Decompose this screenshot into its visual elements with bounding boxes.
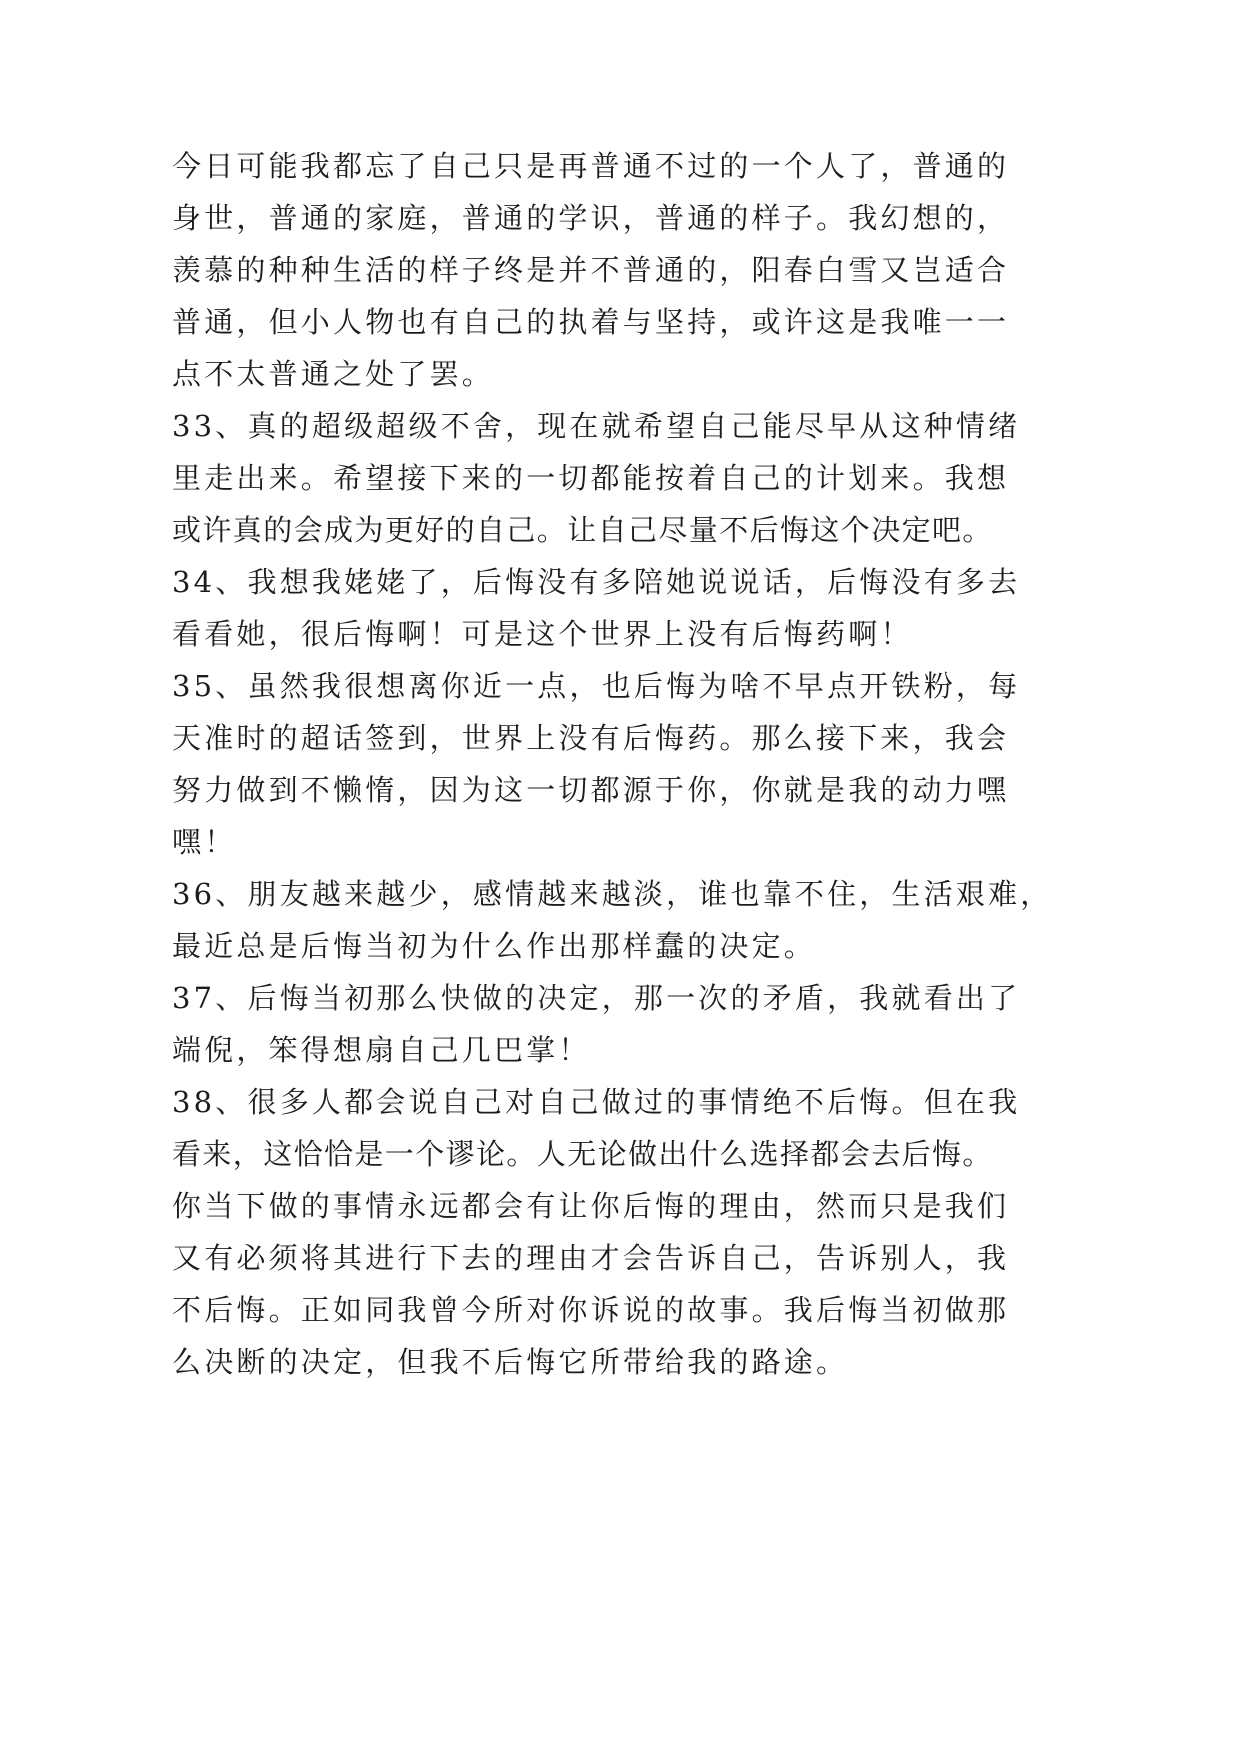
text-line: 或许真的会成为更好的自己。让自己尽量不后悔这个决定吧。 [172, 513, 993, 547]
text-line: 看来，这恰恰是一个谬论。人无论做出什么选择都会去后悔。 [172, 1137, 993, 1171]
text-line: 今日可能我都忘了自己只是再普通不过的一个人了，普通的 [172, 149, 1010, 183]
text-line: 36、朋友越来越少，感情越来越淡，谁也靠不住，生活艰难， [172, 877, 1053, 911]
text-line: 天准时的超话签到，世界上没有后悔药。那么接下来，我会 [172, 721, 1010, 755]
text-line: 33、真的超级超级不舍，现在就希望自己能尽早从这种情绪 [172, 409, 1021, 443]
text-line: 嘿！ [172, 825, 237, 859]
text-line: 34、我想我姥姥了，后悔没有多陪她说说话，后悔没有多去 [172, 565, 1021, 599]
text-line: 里走出来。希望接下来的一切都能按着自己的计划来。我想 [172, 461, 1010, 495]
text-line: 身世，普通的家庭，普通的学识，普通的样子。我幻想的， [172, 201, 1010, 235]
text-line: 37、后悔当初那么快做的决定，那一次的矛盾，我就看出了 [172, 981, 1021, 1015]
text-line: 又有必须将其进行下去的理由才会告诉自己，告诉别人，我 [172, 1241, 1010, 1275]
text-line: 看看她，很后悔啊！可是这个世界上没有后悔药啊！ [172, 617, 913, 651]
text-line: 最近总是后悔当初为什么作出那样蠢的决定。 [172, 929, 817, 963]
text-line: 么决断的决定，但我不后悔它所带给我的路途。 [172, 1345, 849, 1379]
text-line: 普通，但小人物也有自己的执着与坚持，或许这是我唯一一 [172, 305, 1010, 339]
text-line: 不后悔。正如同我曾今所对你诉说的故事。我后悔当初做那 [172, 1293, 1010, 1327]
text-line: 端倪，笨得想扇自己几巴掌！ [172, 1033, 591, 1067]
text-line: 努力做到不懒惰，因为这一切都源于你，你就是我的动力嘿 [172, 773, 1010, 807]
text-line: 点不太普通之处了罢。 [172, 357, 495, 391]
text-line: 35、虽然我很想离你近一点，也后悔为啥不早点开铁粉，每 [172, 669, 1021, 703]
text-line: 你当下做的事情永远都会有让你后悔的理由，然而只是我们 [172, 1189, 1010, 1223]
text-line: 38、很多人都会说自己对自己做过的事情绝不后悔。但在我 [172, 1085, 1021, 1119]
text-line: 羡慕的种种生活的样子终是并不普通的，阳春白雪又岂适合 [172, 253, 1010, 287]
